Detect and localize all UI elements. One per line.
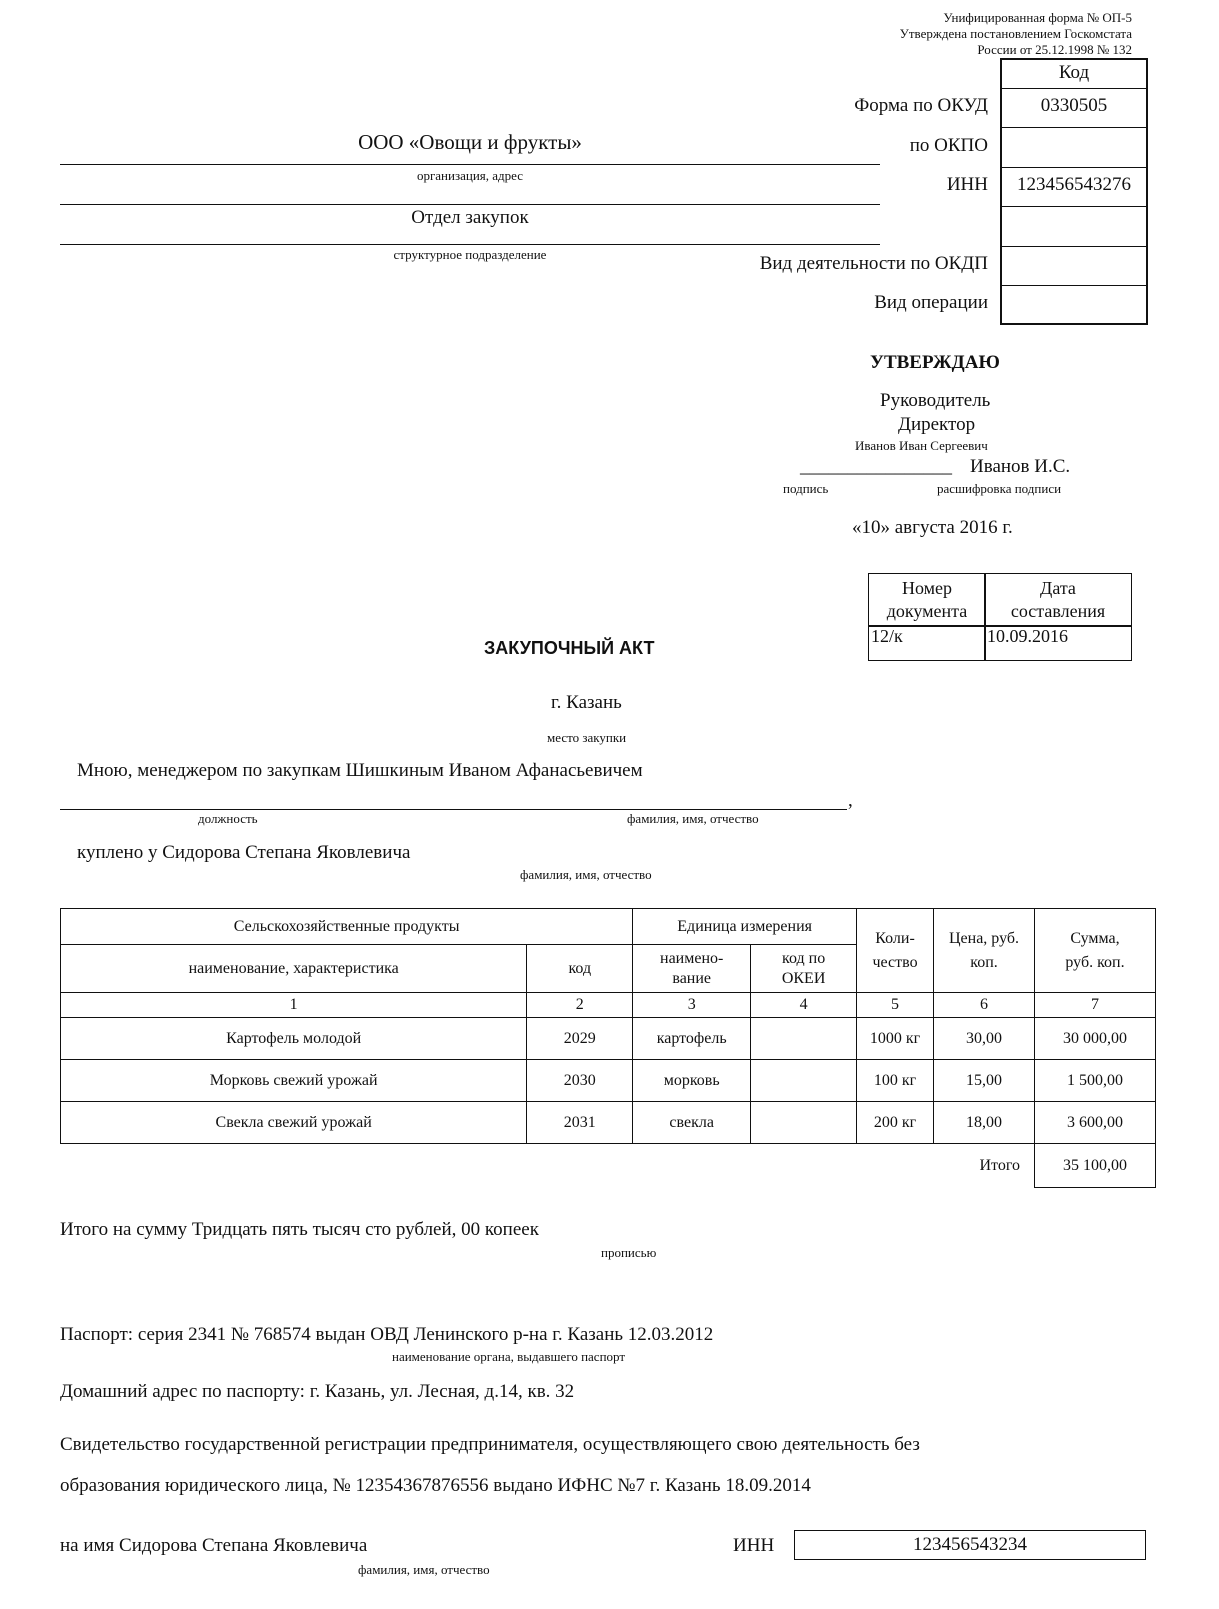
approval-position[interactable]: Руководитель — [880, 390, 991, 411]
certificate-line1[interactable]: Свидетельство государственной регистрации предпринимателя, осуществляющего свою деятельность без — [60, 1434, 920, 1455]
header-sum — [1035, 909, 1156, 993]
product-unit[interactable]: картофель — [633, 1018, 751, 1060]
form-header-line3: России от 25.12.1998 № 132 — [977, 42, 1132, 57]
header-code: код — [527, 945, 633, 993]
doc-number-header-text: Номер документа — [886, 578, 968, 621]
header-unit-name-text: наимено-вание — [660, 949, 724, 987]
inn-label: ИНН — [946, 174, 988, 195]
table-row[interactable] — [61, 1060, 1156, 1102]
act-by-underline — [60, 809, 847, 810]
certificate-line2[interactable]: образования юридического лица, № 12354367876556 выдано ИФНС №7 г. Казань 18.09.2014 — [60, 1475, 811, 1496]
inn-value[interactable]: 123456543276 — [1017, 174, 1131, 195]
passport[interactable]: Паспорт: серия 2341 № 768574 выдан ОВД Ленинского р-на г. Казань 12.03.2012 — [60, 1324, 714, 1345]
product-qty[interactable]: 1000 кг — [857, 1018, 934, 1060]
product-name[interactable]: Свекла свежий урожай — [61, 1102, 527, 1144]
col-number: 7 — [1035, 993, 1156, 1018]
product-qty[interactable]: 200 кг — [857, 1102, 934, 1144]
approval-signature-line[interactable]: ________________ — [800, 456, 952, 477]
doc-date-header — [984, 573, 1132, 627]
product-code[interactable]: 2029 — [527, 1018, 633, 1060]
header-price-text: Цена, руб. коп. — [948, 929, 1020, 971]
form-header-line1: Унифицированная форма № ОП-5 — [943, 10, 1132, 25]
okud-value[interactable]: 0330505 — [1040, 95, 1108, 116]
doc-number: 12/к — [871, 626, 903, 646]
header-name: наименование, характеристика — [61, 945, 527, 993]
name-caption: фамилия, имя, отчество — [358, 1562, 490, 1577]
decode-caption: расшифровка подписи — [937, 481, 1062, 496]
total-words[interactable]: Итого на сумму Тридцать пять тысяч сто рублей, 00 копеек — [60, 1219, 539, 1240]
col-number: 1 — [61, 993, 527, 1018]
codes-divider — [1000, 246, 1148, 247]
product-okei[interactable] — [751, 1060, 857, 1102]
passport-caption: наименование органа, выдавшего паспорт — [392, 1349, 626, 1364]
header-unit-name — [633, 945, 751, 993]
header-price — [934, 909, 1035, 993]
position-caption: должность — [198, 811, 258, 826]
header-products: Сельскохозяйственные продукты — [61, 909, 633, 945]
organization-line — [60, 204, 880, 205]
product-name[interactable]: Морковь свежий урожай — [61, 1060, 527, 1102]
codes-divider — [1000, 127, 1148, 128]
table-row[interactable] — [61, 1018, 1156, 1060]
col-number: 6 — [934, 993, 1035, 1018]
approval-post[interactable]: Директор — [898, 414, 976, 435]
col-number: 3 — [633, 993, 751, 1018]
bought-from-caption: фамилия, имя, отчество — [520, 867, 652, 882]
organization-caption: организация, адрес — [416, 168, 524, 183]
codes-divider — [1000, 167, 1148, 168]
product-sum[interactable]: 30 000,00 — [1035, 1018, 1156, 1060]
header-qty — [857, 909, 934, 993]
col-number: 4 — [751, 993, 857, 1018]
approval-signature-decoded[interactable]: Иванов И.С. — [970, 456, 1071, 477]
bottom-inn-box[interactable] — [794, 1530, 1146, 1560]
name-line[interactable]: на имя Сидорова Степана Яковлевича — [60, 1535, 368, 1556]
act-by-line[interactable]: Мною, менеджером по закупкам Шишкиным Иваном Афанасьевичем — [77, 760, 643, 781]
act-comma: , — [848, 790, 853, 811]
act-city[interactable]: г. Казань — [551, 692, 622, 713]
operation-label: Вид операции — [874, 292, 988, 313]
doc-number-header — [868, 573, 986, 627]
header-okei-text: код по ОКЕИ — [781, 949, 826, 987]
header-sum-text: Сумма, руб. коп. — [1065, 929, 1125, 971]
product-qty[interactable]: 100 кг — [857, 1060, 934, 1102]
total-label: Итого — [61, 1144, 1035, 1188]
product-unit[interactable]: свекла — [633, 1102, 751, 1144]
product-okei[interactable] — [751, 1102, 857, 1144]
codes-divider — [1000, 88, 1148, 89]
approval-full-name[interactable]: Иванов Иван Сергеевич — [855, 438, 988, 453]
table-header-row — [61, 909, 1156, 945]
okud-label: Форма по ОКУД — [854, 95, 988, 116]
organization-name[interactable]: ООО «Овощи и фрукты» — [358, 130, 582, 154]
product-price[interactable]: 30,00 — [934, 1018, 1035, 1060]
product-code[interactable]: 2030 — [527, 1060, 633, 1102]
doc-date-header-text: Дата составления — [1010, 578, 1106, 621]
approval-title: УТВЕРЖДАЮ — [870, 352, 1000, 373]
col-number: 2 — [527, 993, 633, 1018]
product-price[interactable]: 18,00 — [934, 1102, 1035, 1144]
table-total-row — [61, 1144, 1156, 1188]
organization-line — [60, 164, 880, 165]
product-price[interactable]: 15,00 — [934, 1060, 1035, 1102]
doc-date: 10.09.2016 — [987, 626, 1068, 646]
product-sum[interactable]: 3 600,00 — [1035, 1102, 1156, 1144]
total-value[interactable]: 35 100,00 — [1035, 1144, 1156, 1188]
product-okei[interactable] — [751, 1018, 857, 1060]
products-table — [60, 908, 1156, 1188]
codes-header: Код — [1058, 62, 1090, 83]
doc-number-cell[interactable] — [868, 625, 986, 661]
approval-date[interactable]: «10» августа 2016 г. — [852, 517, 1013, 538]
codes-divider — [1000, 285, 1148, 286]
header-qty-text: Коли-чество — [872, 929, 918, 971]
form-header-line2: Утверждена постановлением Госкомстата — [899, 26, 1132, 41]
codes-divider — [1000, 206, 1148, 207]
header-okei — [751, 945, 857, 993]
okpo-label: по ОКПО — [909, 135, 988, 156]
bottom-inn-value: 123456543234 — [913, 1534, 1027, 1555]
fio-caption: фамилия, имя, отчество — [627, 811, 759, 826]
product-code[interactable]: 2031 — [527, 1102, 633, 1144]
col-number: 5 — [857, 993, 934, 1018]
bought-from[interactable]: куплено у Сидорова Степана Яковлевича — [77, 842, 411, 863]
product-sum[interactable]: 1 500,00 — [1035, 1060, 1156, 1102]
address[interactable]: Домашний адрес по паспорту: г. Казань, ул. Лесная, д.14, кв. 32 — [60, 1381, 575, 1402]
total-words-caption: прописью — [601, 1245, 657, 1260]
product-unit[interactable]: морковь — [633, 1060, 751, 1102]
department-line — [60, 244, 880, 245]
form-header — [900, 10, 1132, 58]
signature-caption: подпись — [783, 481, 829, 496]
table-number-row — [61, 993, 1156, 1018]
act-city-caption: место закупки — [547, 730, 627, 745]
doc-date-cell[interactable] — [984, 625, 1132, 661]
okdp-label: Вид деятельности по ОКДП — [759, 253, 988, 274]
act-title: ЗАКУПОЧНЫЙ АКТ — [484, 638, 655, 658]
department-name[interactable]: Отдел закупок — [411, 207, 529, 228]
header-unit: Единица измерения — [633, 909, 857, 945]
bottom-inn-label: ИНН — [733, 1535, 775, 1556]
product-name[interactable]: Картофель молодой — [61, 1018, 527, 1060]
table-row[interactable] — [61, 1102, 1156, 1144]
department-caption: структурное подразделение — [393, 247, 547, 262]
